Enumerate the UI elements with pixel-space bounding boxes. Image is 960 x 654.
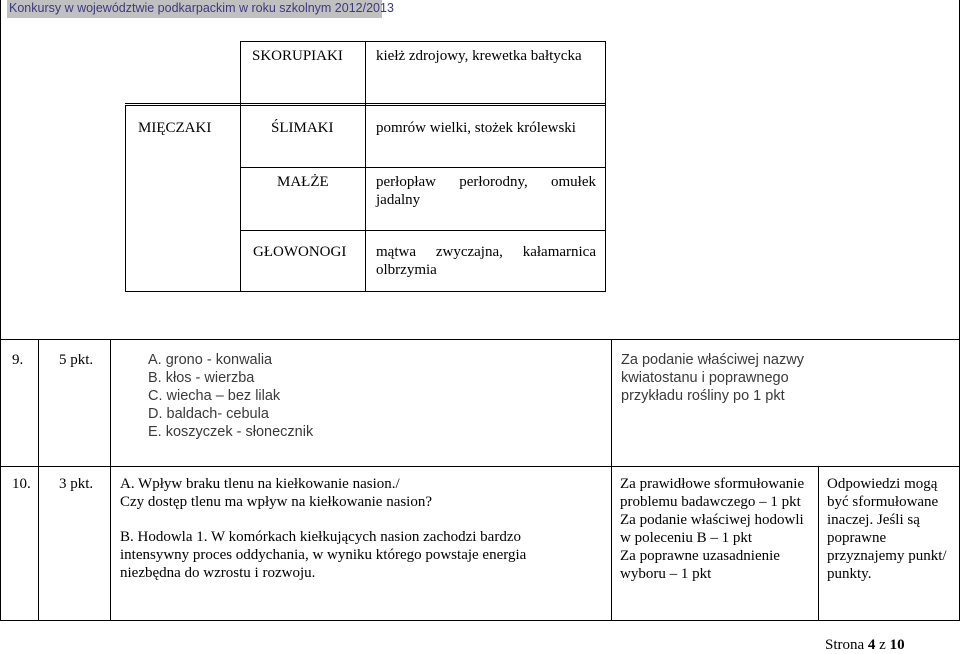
remark-line: inaczej. Jeśli są [827, 512, 920, 528]
scoring-line: Za podanie właściwej nazwy [621, 352, 804, 368]
remark-line: Odpowiedzi mogą [827, 476, 938, 492]
total-pages: 10 [889, 637, 905, 653]
examples-cell: kiełż zdrojowy, krewetka bałtycka [376, 48, 582, 64]
scoring-line: w poleceniu B – 1 pkt [620, 530, 753, 546]
scoring-line: Za poprawne uzasadnienie [620, 548, 780, 564]
task-number: 10. [12, 476, 31, 492]
examples-cell: mątwa zwyczajna, kałamarnica olbrzymia [376, 244, 596, 278]
page-middle: z [875, 637, 890, 653]
task-points: 3 pkt. [59, 476, 94, 492]
answer-line: A. grono - konwalia [148, 352, 273, 368]
answer-line: B. kłos - wierzba [148, 370, 255, 386]
subgroup-cell: MAŁŻE [277, 174, 329, 190]
scoring-line: Za podanie właściwej hodowli [620, 512, 804, 528]
examples-cell: pomrów wielki, stożek królewski [376, 120, 576, 136]
examples-cell: perłopław perłorodny, omułek jadalny [376, 174, 596, 208]
current-page: 4 [867, 637, 876, 653]
answer-line: intensywny proces oddychania, w wyniku którego powstaje energia [120, 547, 527, 563]
remark-line: poprawne [827, 530, 887, 546]
answer-line: C. wiecha – bez lilak [148, 388, 281, 404]
subgroup-cell: GŁOWONOGI [253, 244, 347, 260]
group-cell: SKORUPIAKI [252, 48, 343, 64]
task-number: 9. [12, 352, 24, 368]
page-number [825, 637, 905, 654]
answer-line: A. Wpływ braku tlenu na kiełkowanie nasion./ [120, 476, 400, 492]
answer-line: D. baldach- cebula [148, 406, 269, 422]
group-cell: MIĘCZAKI [138, 120, 212, 136]
scoring-line: kwiatostanu i poprawnego [621, 370, 789, 386]
scoring-line: przykładu rośliny po 1 pkt [621, 388, 785, 404]
answer-line: niezbędna do wzrostu i rozwoju. [120, 565, 316, 581]
remark-line: przyznajemy punkt/ [827, 548, 947, 564]
answer-line: Czy dostęp tlenu ma wpływ na kiełkowanie nasion? [120, 494, 433, 510]
remark-line: punkty. [827, 566, 872, 582]
answer-line: E. koszyczek - słonecznik [148, 424, 314, 440]
scoring-line: Za prawidłowe sformułowanie [620, 476, 805, 492]
scoring-line: wyboru – 1 pkt [620, 566, 712, 582]
answer-line: B. Hodowla 1. W komórkach kiełkujących nasion zachodzi bardzo [120, 529, 521, 545]
subgroup-cell: ŚLIMAKI [271, 120, 334, 136]
remark-line: być sformułowane [827, 494, 939, 510]
page-prefix: Strona [825, 637, 868, 653]
document-header: Konkursy w województwie podkarpackim w roku szkolnym 2012/2013 [7, 0, 382, 18]
task-points: 5 pkt. [59, 352, 94, 368]
scoring-line: problemu badawczego – 1 pkt [620, 494, 801, 510]
